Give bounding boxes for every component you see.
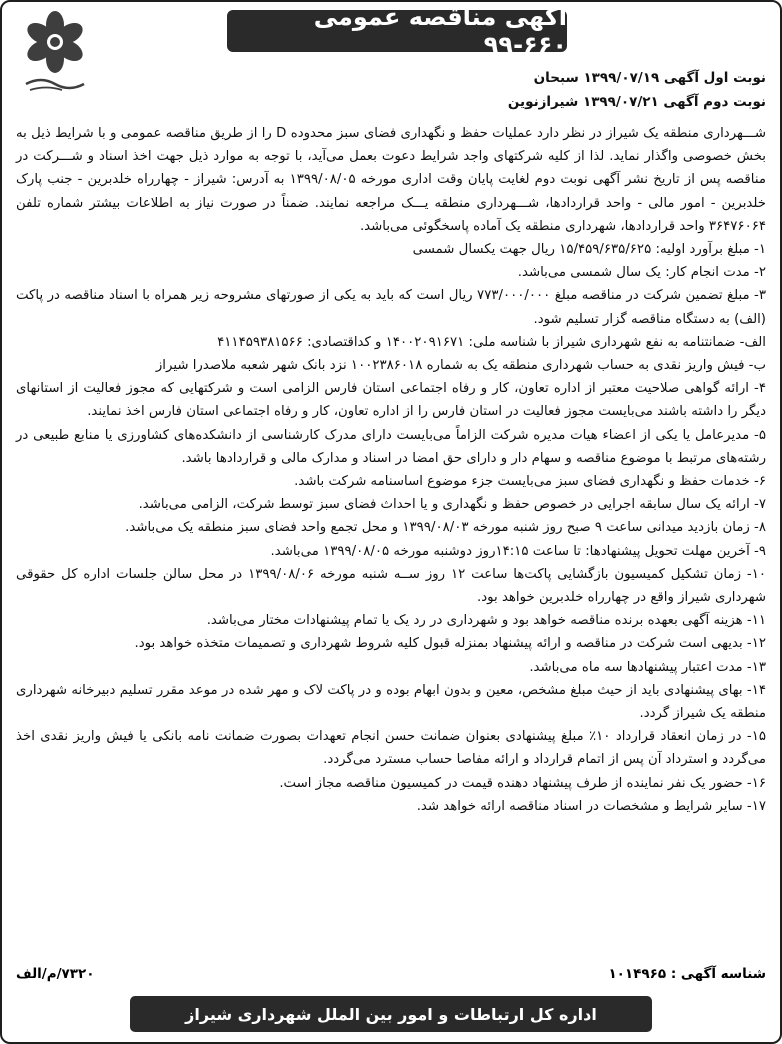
item-4: ۴- ارائه گواهی صلاحیت معتبر از اداره تعاون، کار و رفاه اجتماعی استان فارس الزامی است و شرکتهایی که مجوز فعالیت از استانهای دیگر را داشته باشند می‌بایست مجوز فعالیت در استان فارس را از اداره تعاون، کار و رفاه اجتماعی استان فارس اخذ نمایند. bbox=[16, 381, 766, 420]
notice-title: آگهی مناقصه عمومی ۶۶۰-۹۹ bbox=[227, 10, 567, 52]
item-2: ۲- مدت انجام کار: یک سال شمسی می‌باشد. bbox=[517, 265, 766, 281]
ad-identifiers bbox=[16, 966, 766, 982]
item-17: ۱۷- سایر شرایط و مشخصات در اسناد مناقصه ارائه خواهد شد. bbox=[416, 798, 766, 814]
second-edition: نوبت دوم آگهی ۱۳۹۹/۰۷/۲۱ شیرازنوین bbox=[507, 94, 766, 110]
item-15: ۱۵- در زمان انعقاد قرارداد ۱۰٪ مبلغ پیشنهادی بعنوان ضمانت حسن انجام تعهدات بصورت ضمانت نامه بانکی یا فیش واریز نقدی اخذ می‌گردد و استرداد آن پس از اتمام قرارداد و ارائه مفاصا حساب مسترد می‌گردد. bbox=[16, 729, 766, 768]
ad-id: شناسه آگهی : ۱۰۱۴۹۶۵ bbox=[608, 966, 766, 982]
notice-body bbox=[16, 122, 766, 818]
item-3-option-b: ب- فیش واریز نقدی به حساب شهرداری منطقه یک به شماره ۱۰۰۲۳۸۶۰۱۸ نزد بانک شهر شعبه ملاصدرا شیراز bbox=[155, 358, 766, 374]
item-12: ۱۲- بدیهی است شرکت در مناقصه و ارائه پیشنهاد بمنزله قبول کلیه شروط شهرداری و تصمیمات متخذه خواهد بود. bbox=[134, 636, 766, 652]
item-7: ۷- ارائه یک سال سابقه اجرایی در خصوص حفظ و نگهداری و یا احداث فضای سبز توسط شرکت، الزامی می‌باشد. bbox=[138, 497, 766, 513]
item-10: ۱۰- زمان تشکیل کمیسیون بازگشایی پاکت‌ها ساعت ۱۲ روز ســه شنبه مورخه ۱۳۹۹/۰۸/۰۶ در محل سالن جلسات اداره کل حقوقی شهرداری شیراز واقع در چهارراه خلدبرین خواهد بود. bbox=[16, 566, 767, 606]
intro-paragraph: شـــهرداری منطقه یک شیراز در نظر دارد عملیات حفظ و نگهداری فضای سبز محدوده D را از طریق مناقصه عمومی و با شرایط ذیل به بخش خصوصی واگذار نماید. لذا از کلیه شرکتهای واجد شرایط دعوت بعمل می‌آید، با توجه به موارد ذیل جهت اخذ اسناد و شـــرکت در مناقصه پس از تاریخ نشر آگهی نوبت دوم لغایت پایان وقت اداری مورخه ۱۳۹۹/۰۸/۰۵ به آدرس: شیراز - چهارراه خلدبرین - جنب پارک خلدبرین - امور مالی - واحد قراردادها، شـــهرداری منطقه یـــک مراجعه نمایند. ضمناً در صورت نیاز به اطلاعات بیشتر شماره تلفن ۳۶۴۷۶۰۶۴ واحد قراردادها، شهرداری منطقه یک آماده پاسخگوئی می‌باشد. bbox=[16, 126, 766, 234]
item-16: ۱۶- حضور یک نفر نماینده از طرف پیشنهاد دهنده قیمت در کمیسیون مناقصه مجاز است. bbox=[279, 775, 766, 791]
item-13: ۱۳- مدت اعتبار پیشنهادها سه ماه می‌باشد. bbox=[529, 659, 766, 675]
item-3: ۳- مبلغ تضمین شرکت در مناقصه مبلغ ۷۷۳/۰۰۰/۰۰۰ ریال است که باید به یکی از صورتهای مشروحه زیر همراه با اسناد مناقصه در پاکت (الف) به دستگاه مناقصه گزار تسلیم شود. bbox=[16, 288, 766, 327]
first-edition: نوبت اول آگهی ۱۳۹۹/۰۷/۱۹ سبحان bbox=[533, 70, 766, 86]
publication-editions bbox=[508, 66, 766, 114]
item-9: ۹- آخرین مهلت تحویل پیشنهادها: تا ساعت ۱۴:۱۵روز دوشنبه مورخه ۱۳۹۹/۰۸/۰۵ می‌باشد. bbox=[270, 543, 766, 559]
item-11: ۱۱- هزینه آگهی بعهده برنده مناقصه خواهد بود و شهرداری در رد یک یا تمام پیشنهادات مختار می‌باشد. bbox=[206, 613, 766, 629]
shiraz-municipality-logo bbox=[16, 8, 94, 94]
item-1: ۱- مبلغ برآورد اولیه: ۱۵/۴۵۹/۶۳۵/۶۲۵ ریال جهت یکسال شمسی bbox=[412, 242, 766, 258]
reference-number: ۷۳۲۰/م/الف bbox=[16, 966, 95, 982]
item-8: ۸- زمان بازدید میدانی ساعت ۹ صبح روز شنبه مورخه ۱۳۹۹/۰۸/۰۳ و محل تجمع واحد فضای سبز منطقه یک می‌باشد. bbox=[125, 520, 766, 536]
item-14: ۱۴- بهای پیشنهادی باید از حیث مبلغ مشخص، معین و بدون ابهام بوده و در پاکت لاک و مهر شده در موعد مقرر تسلیم دبیرخانه شهرداری منطقه یک شیراز گردد. bbox=[16, 682, 766, 722]
item-5: ۵- مدیرعامل یا یکی از اعضاء هیات مدیره شرکت الزاماً می‌بایست دارای مدرک کارشناسی از دانشکده‌های کشاورزی یا منابع طبیعی در رشته‌های مرتبط با موضوع مناقصه و سهام دار و دارای حق امضا در اسناد و مدارک مالی و قراردادها باشد. bbox=[16, 427, 766, 466]
item-3-option-a: الف- ضمانتنامه به نفع شهرداری شیراز با شناسه ملی: ۱۴۰۰۲۰۹۱۶۷۱ و کداقتصادی: ۴۱۱۴۵۹۳۸۱۵۶۶ bbox=[217, 334, 766, 350]
issuer-banner: اداره کل ارتباطات و امور بین الملل شهرداری شیراز bbox=[130, 996, 652, 1032]
item-6: ۶- خدمات حفظ و نگهداری فضای سبز می‌بایست جزء موضوع اساسنامه شرکت باشد. bbox=[294, 474, 766, 490]
